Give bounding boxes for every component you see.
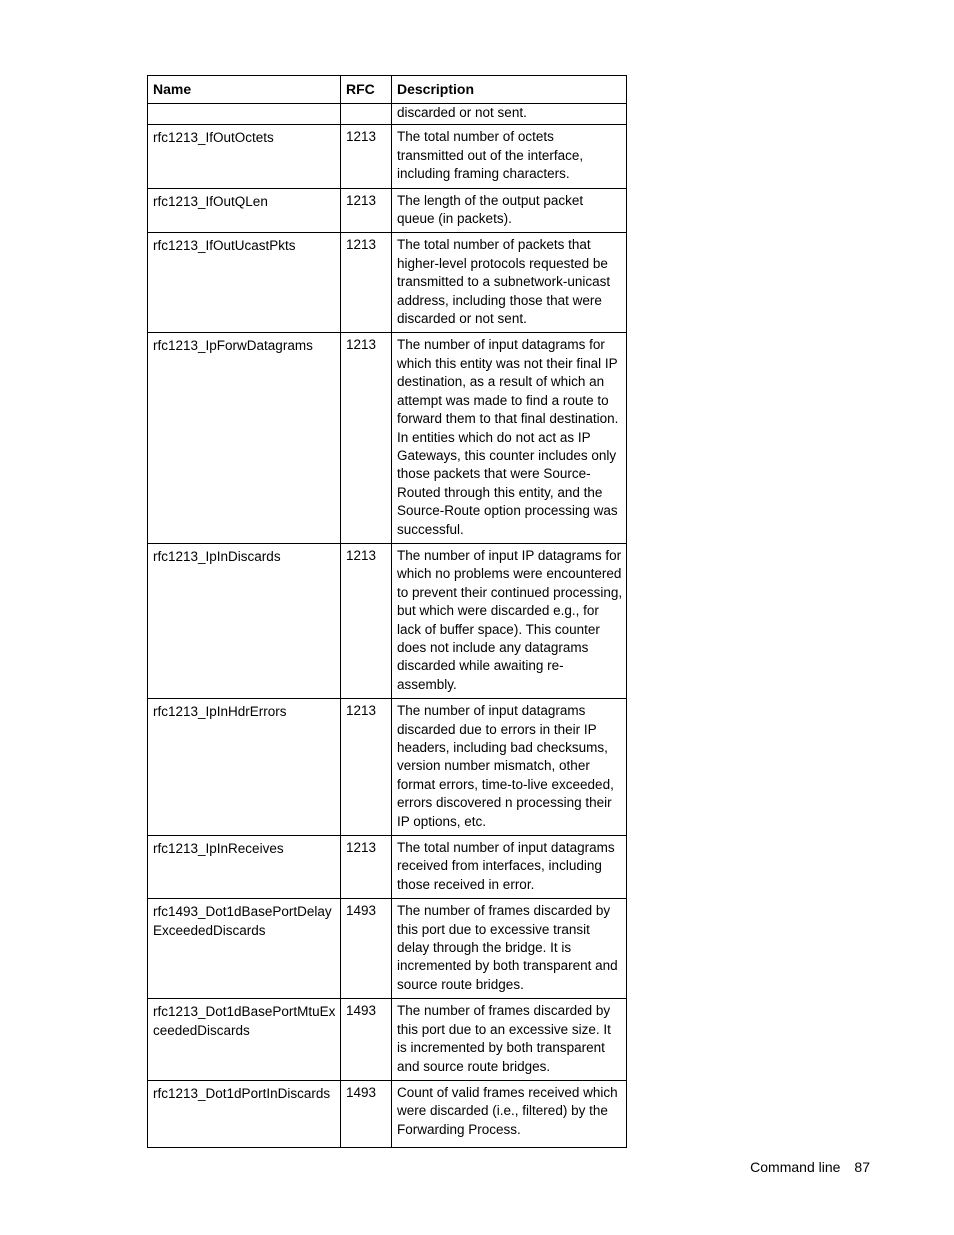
cell-rfc: 1493: [341, 1080, 392, 1147]
cell-name: rfc1213_IpInHdrErrors: [148, 699, 341, 836]
table-row: [148, 543, 627, 698]
cell-rfc: 1493: [341, 999, 392, 1081]
page-footer: [750, 1159, 870, 1175]
table-row: [148, 699, 627, 836]
cell-description: The total number of octets transmitted out of the interface, including framing characters.: [392, 125, 627, 188]
cell-rfc: [341, 104, 392, 125]
cell-description: The number of input datagrams for which this entity was not their final IP destination, as a result of which an attempt was made to find a route to forward them to that final destination. In entities which do not act as IP Gateways, this counter includes only those packets that were Source-Routed through this entity, and the Source-Route option processing was successful.: [392, 333, 627, 543]
header-name: Name: [148, 76, 341, 104]
cell-description: The number of frames discarded by this port due to an excessive size. It is incremented by both transparent and source route bridges.: [392, 999, 627, 1081]
cell-rfc: 1213: [341, 233, 392, 333]
cell-rfc: 1213: [341, 188, 392, 233]
page-number: 87: [854, 1159, 870, 1175]
cell-rfc: 1213: [341, 699, 392, 836]
table-row: [148, 836, 627, 899]
table-row: [148, 125, 627, 188]
table-row: [148, 1080, 627, 1147]
cell-name: rfc1213_IfOutOctets: [148, 125, 341, 188]
table-header-row: [148, 76, 627, 104]
cell-description: The total number of input datagrams received from interfaces, including those received in error.: [392, 836, 627, 899]
cell-rfc: 1213: [341, 543, 392, 698]
table-row: [148, 899, 627, 999]
footer-section-title: Command line: [750, 1159, 841, 1175]
header-rfc: RFC: [341, 76, 392, 104]
cell-rfc: 1213: [341, 125, 392, 188]
cell-rfc: 1213: [341, 836, 392, 899]
counters-table: [147, 75, 627, 1148]
cell-name: rfc1213_Dot1dBasePortMtuExceededDiscards: [148, 999, 341, 1081]
cell-name: rfc1213_IpForwDatagrams: [148, 333, 341, 543]
cell-description: The number of input datagrams discarded due to errors in their IP headers, including bad checksums, version number mismatch, other format errors, time-to-live exceeded, errors discovered n processing their IP options, etc.: [392, 699, 627, 836]
cell-description: Count of valid frames received which were discarded (i.e., filtered) by the Forwarding Process.: [392, 1080, 627, 1147]
cell-rfc: 1213: [341, 333, 392, 543]
cell-rfc: 1493: [341, 899, 392, 999]
cell-name: rfc1213_IpInReceives: [148, 836, 341, 899]
header-description: Description: [392, 76, 627, 104]
cell-name: [148, 104, 341, 125]
cell-name: rfc1213_IfOutQLen: [148, 188, 341, 233]
cell-description: discarded or not sent.: [392, 104, 627, 125]
cell-name: rfc1213_IfOutUcastPkts: [148, 233, 341, 333]
cell-description: The total number of packets that higher-level protocols requested be transmitted to a subnetwork-unicast address, including those that were discarded or not sent.: [392, 233, 627, 333]
table-row: [148, 333, 627, 543]
table-row: [148, 999, 627, 1081]
table-row: [148, 188, 627, 233]
cell-description: The length of the output packet queue (in packets).: [392, 188, 627, 233]
cell-name: rfc1213_IpInDiscards: [148, 543, 341, 698]
cell-name: rfc1213_Dot1dPortInDiscards: [148, 1080, 341, 1147]
cell-description: The number of frames discarded by this port due to excessive transit delay through the bridge. It is incremented by both transparent and source route bridges.: [392, 899, 627, 999]
table-row: [148, 233, 627, 333]
cell-description: The number of input IP datagrams for which no problems were encountered to prevent their continued processing, but which were discarded e.g., for lack of buffer space). This counter does not include any datagrams discarded while awaiting re-assembly.: [392, 543, 627, 698]
table-row: [148, 104, 627, 125]
cell-name: rfc1493_Dot1dBasePortDelayExceededDiscards: [148, 899, 341, 999]
